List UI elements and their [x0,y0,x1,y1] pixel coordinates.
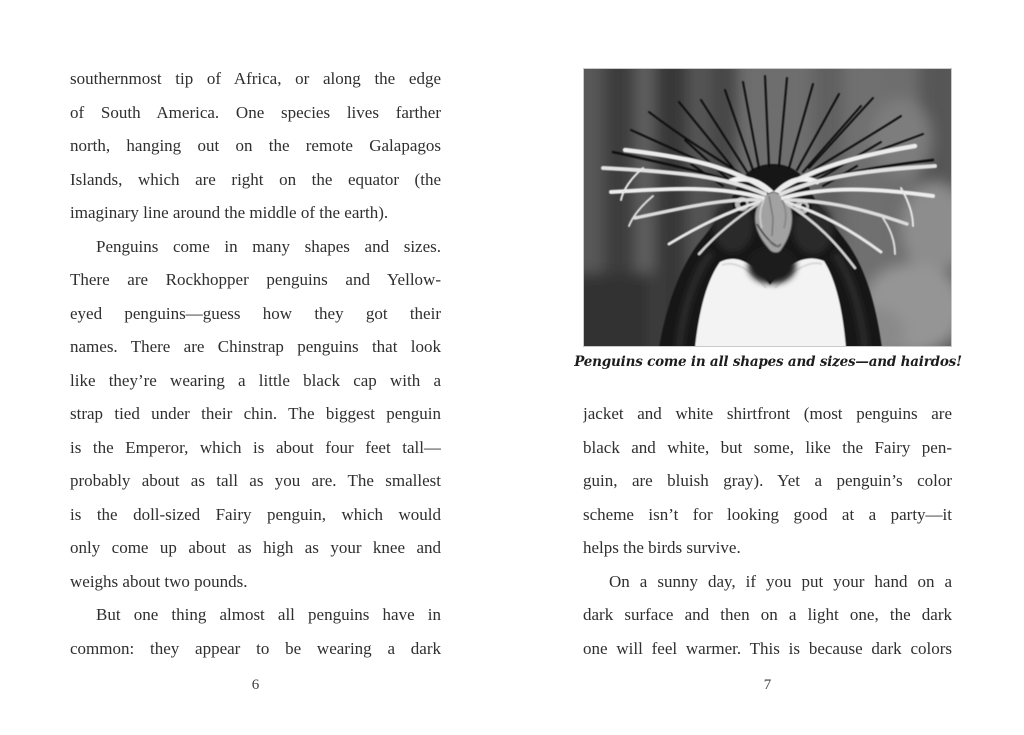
text-line: weighs about two pounds. [70,571,248,591]
rockhopper-penguin-photo [583,68,952,347]
left-page-text [70,62,441,665]
text-line: scheme isn’t for looking good at a party—it [583,504,952,524]
text-line: guin, are bluish gray). Yet a penguin’s color [583,471,952,490]
text-line: southernmost tip of Africa, or along the edge [70,69,441,88]
text-line: only come up about as high as your knee and [70,538,441,557]
right-page-text [583,397,952,665]
photo-caption: Penguins come in all shapes and sizes—and hairdos! [574,354,962,370]
text-line: There are Rockhopper penguins and Yellow- [70,270,441,289]
text-line: Penguins come in many shapes and sizes. [96,236,441,256]
text-line: jacket and white shirtfront (most penguins are [583,404,952,423]
text-line: names. There are Chinstrap penguins that look [70,337,441,356]
text-line: dark surface and then on a light one, the dark [583,605,952,624]
text-line: north, hanging out on the remote Galapagos [70,136,441,155]
text-line: black and white, but some, like the Fairy pen- [583,437,952,457]
page-number-left: 6 [251,677,260,693]
text-line: eyed penguins—guess how they got their [70,303,441,323]
text-line: strap tied under their chin. The biggest penguin [70,404,441,423]
text-line: On a sunny day, if you put your hand on a [609,571,952,591]
text-line: one will feel warmer. This is because dark colors [583,638,952,658]
text-line: imaginary line around the middle of the earth). [70,203,389,222]
text-line: common: they appear to be wearing a dark [70,638,441,658]
text-line: helps the birds survive. [583,538,741,557]
text-line: is the doll-sized Fairy penguin, which would [70,504,441,524]
text-line: is the Emperor, which is about four feet tall— [70,437,441,457]
page-number-right: 7 [763,677,772,693]
text-line: Islands, which are right on the equator (the [70,169,441,189]
text-line: But one thing almost all penguins have in [96,605,441,624]
text-line: like they’re wearing a little black cap with a [70,370,441,390]
text-line: of South America. One species lives farther [70,102,441,122]
text-line: probably about as tall as you are. The smallest [70,471,441,490]
